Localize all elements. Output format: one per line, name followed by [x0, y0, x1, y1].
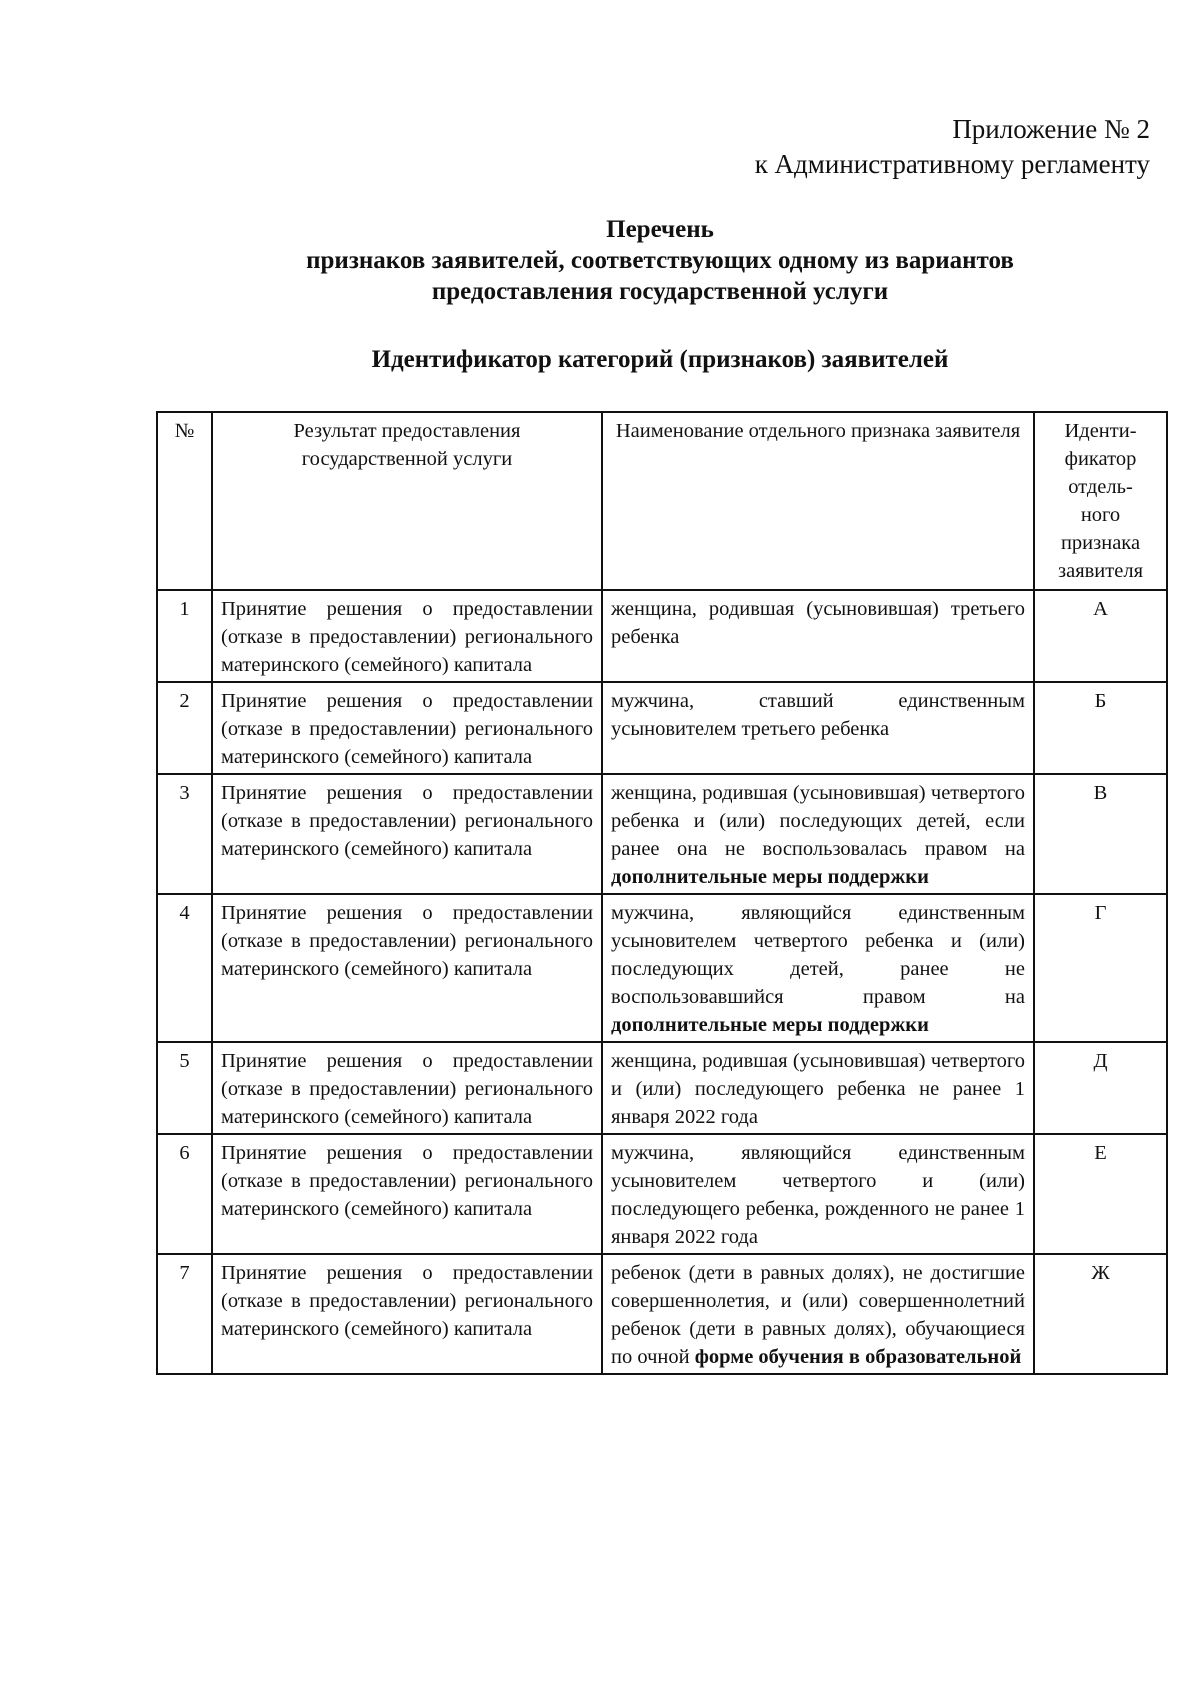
row-result: Принятие решения о предоставлении (отказе в предоставлении) регионального материнского (семейного) капитала: [212, 1254, 602, 1374]
header-number: №: [157, 412, 212, 590]
row-number: 4: [157, 894, 212, 1042]
appendix-line-2: к Административному регламенту: [754, 149, 1150, 179]
row-sign: [602, 682, 1034, 774]
header-identifier: [1034, 412, 1167, 590]
table-row: [157, 1042, 1167, 1134]
row-sign-text: женщина, родившая (усыновившая) третьего ребенка: [611, 598, 1025, 648]
table-title: Идентификатор категорий (признаков) заявителей: [371, 346, 949, 373]
row-sign: [602, 894, 1034, 1042]
row-result: Принятие решения о предоставлении (отказе в предоставлении) регионального материнского (семейного) капитала: [212, 590, 602, 682]
row-identifier: Ж: [1034, 1254, 1167, 1374]
row-sign-text: мужчина, являющийся единственным усыновителем четвертого и (или) последующего ребенка, рожденного не ранее 1 января 2022 года: [611, 1142, 1025, 1248]
row-result: Принятие решения о предоставлении (отказе в предоставлении) регионального материнского (семейного) капитала: [212, 1042, 602, 1134]
row-identifier: Д: [1034, 1042, 1167, 1134]
row-number: 6: [157, 1134, 212, 1254]
row-number: 7: [157, 1254, 212, 1374]
appendix-note: [755, 112, 1150, 182]
table-row: [157, 590, 1167, 682]
row-identifier: Б: [1034, 682, 1167, 774]
row-result: Принятие решения о предоставлении (отказе в предоставлении) регионального материнского (семейного) капитала: [212, 1134, 602, 1254]
row-sign-emphasis: дополнительные меры поддержки: [611, 1014, 929, 1036]
appendix-line-1: Приложение № 2: [952, 114, 1150, 144]
row-result: Принятие решения о предоставлении (отказе в предоставлении) регионального материнского (семейного) капитала: [212, 774, 602, 894]
row-number: 5: [157, 1042, 212, 1134]
row-sign: [602, 590, 1034, 682]
table-row: [157, 1254, 1167, 1374]
row-sign-text: женщина, родившая (усыновившая) четвертого и (или) последующего ребенка не ранее 1 января 2022 года: [611, 1050, 1025, 1128]
row-sign: [602, 1254, 1034, 1374]
row-sign-text: мужчина, являющийся единственным усыновителем четвертого ребенка и (или) последующих детей, ранее не воспользовавшийся правом на: [611, 902, 1025, 1008]
table-row: [157, 894, 1167, 1042]
row-sign-text: мужчина, ставший единственным усыновителем третьего ребенка: [611, 690, 1025, 740]
title-line-2: признаков заявителей, соответствующих одному из вариантов: [306, 247, 1014, 274]
row-sign-emphasis: форме обучения в образовательной: [694, 1346, 1022, 1368]
row-number: 2: [157, 682, 212, 774]
row-identifier: Г: [1034, 894, 1167, 1042]
table-row: [157, 1134, 1167, 1254]
table-header-row: [157, 412, 1167, 590]
row-sign-emphasis: дополнительные меры поддержки: [611, 866, 929, 888]
row-sign: [602, 1042, 1034, 1134]
row-result: Принятие решения о предоставлении (отказе в предоставлении) регионального материнского (семейного) капитала: [212, 682, 602, 774]
applicant-identifier-table: [156, 411, 1168, 1375]
row-result: Принятие решения о предоставлении (отказе в предоставлении) регионального материнского (семейного) капитала: [212, 894, 602, 1042]
row-sign-text: женщина, родившая (усыновившая) четвертого ребенка и (или) последующих детей, если ранее она не воспользовалась правом на: [611, 782, 1025, 860]
row-identifier: А: [1034, 590, 1167, 682]
row-identifier: Е: [1034, 1134, 1167, 1254]
title-line-3: предоставления государственной услуги: [431, 278, 889, 305]
row-sign: [602, 1134, 1034, 1254]
header-sign: Наименование отдельного признака заявителя: [602, 412, 1034, 590]
header-identifier-text: Иденти- фикатор отдель- ного признака заявителя: [1058, 420, 1143, 582]
row-sign-text: ребенок (дети в равных долях), не достигшие совершеннолетия, и (или) совершеннолетний ребенок (дети в равных долях), обучающиеся по очной: [611, 1262, 1025, 1368]
row-number: 1: [157, 590, 212, 682]
table-row: [157, 774, 1167, 894]
document-title: [150, 214, 1170, 307]
row-sign: [602, 774, 1034, 894]
table-row: [157, 682, 1167, 774]
row-number: 3: [157, 774, 212, 894]
header-result: Результат предоставления государственной услуги: [212, 412, 602, 590]
row-identifier: В: [1034, 774, 1167, 894]
title-line-1: Перечень: [606, 216, 714, 243]
